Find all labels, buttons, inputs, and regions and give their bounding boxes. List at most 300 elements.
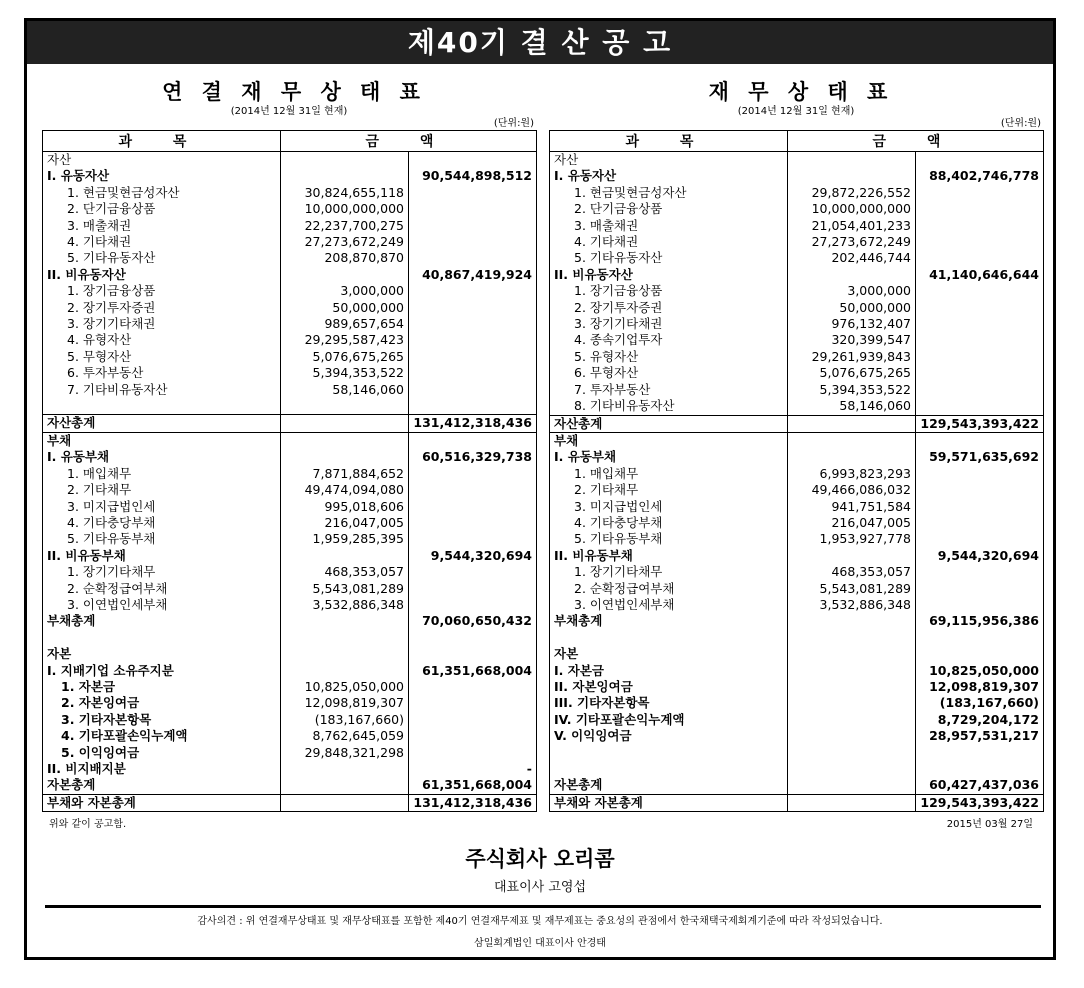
account-cell: 2. 순확정급여부채 [574, 580, 675, 596]
table-row [43, 432, 537, 449]
sub-amount-cell [788, 168, 916, 184]
sub-amount-cell [788, 630, 916, 646]
amount-cell [916, 499, 1044, 515]
sub-amount-cell: 202,446,744 [788, 250, 916, 266]
table-header [550, 131, 1044, 152]
table-row [550, 398, 1044, 415]
header-account: 과 목 [43, 131, 281, 152]
account-cell: 2. 단기금융상품 [67, 201, 156, 217]
table-row [43, 449, 537, 465]
amount-cell: 61,351,668,004 [409, 777, 537, 794]
amount-cell [916, 283, 1044, 299]
sub-amount-cell [281, 415, 409, 432]
sub-amount-cell: 216,047,005 [281, 515, 409, 531]
sub-amount-cell: 7,871,884,652 [281, 466, 409, 482]
sub-amount-cell: 5,543,081,289 [788, 581, 916, 597]
table-row [43, 531, 537, 547]
amount-cell [916, 761, 1044, 777]
table-row [550, 218, 1044, 234]
account-cell: 5. 기타유동자산 [67, 250, 156, 266]
amount-cell: 59,571,635,692 [916, 449, 1044, 465]
table-row [550, 745, 1044, 761]
account-cell: 4. 기타충당부채 [67, 514, 156, 530]
amount-cell [916, 515, 1044, 531]
account-cell: 3. 장기기타채권 [67, 316, 156, 332]
table-row [43, 218, 537, 234]
table-row [43, 201, 537, 217]
table-row [550, 432, 1044, 449]
sub-amount-cell: 6,993,823,293 [788, 466, 916, 482]
sub-amount-cell [788, 663, 916, 679]
table-row [550, 548, 1044, 564]
account-cell: II. 비유동자산 [554, 266, 633, 282]
amount-cell [409, 152, 537, 169]
account-cell: 3. 이연법인세부채 [67, 596, 168, 612]
account-cell: 자본총계 [47, 777, 96, 793]
sub-amount-cell: (183,167,660) [281, 712, 409, 728]
table-row [550, 777, 1044, 794]
amount-cell [409, 432, 537, 449]
account-cell: 4. 유형자산 [67, 332, 132, 348]
account-cell: I. 지배기업 소유주지분 [47, 662, 174, 678]
table-row [550, 466, 1044, 482]
amount-cell [916, 152, 1044, 169]
table-row [550, 679, 1044, 695]
header-amount: 금 액 [281, 131, 537, 152]
header-account: 과 목 [550, 131, 788, 152]
amount-cell [409, 646, 537, 662]
amount-cell [409, 679, 537, 695]
amount-cell: 60,427,437,036 [916, 777, 1044, 794]
account-cell: 자본 [554, 646, 579, 662]
consolidated-title: 연 결 재 무 상 태 표 [162, 80, 426, 104]
amount-cell [409, 515, 537, 531]
sub-amount-cell: 3,000,000 [788, 283, 916, 299]
amount-cell [916, 349, 1044, 365]
sub-amount-cell [788, 646, 916, 662]
table-row [43, 382, 537, 398]
sub-amount-cell [788, 679, 916, 695]
table-row [43, 695, 537, 711]
account-cell: 3. 장기기타채권 [574, 316, 663, 332]
table-row [550, 185, 1044, 201]
amount-cell [409, 564, 537, 580]
amount-cell [409, 398, 537, 415]
amount-cell: 69,115,956,386 [916, 613, 1044, 629]
sub-amount-cell [281, 613, 409, 629]
account-cell: 7. 기타비유동자산 [67, 381, 168, 397]
account-cell: 2. 기타채무 [67, 482, 132, 498]
amount-cell [409, 234, 537, 250]
audit-opinion: 감사의견 : 위 연결재무상태표 및 재무상태표를 포함한 제40기 연결재무제표 및 재무제표는 중요성의 관점에서 한국채택국제회계기준에 따라 작성되었습니다. [197, 916, 883, 927]
table-row [43, 499, 537, 515]
sub-amount-cell [281, 630, 409, 646]
sub-amount-cell: 27,273,672,249 [281, 234, 409, 250]
account-cell: 5. 기타유동부채 [574, 531, 663, 547]
table-row [550, 663, 1044, 679]
auditor-name: 삼일회계법인 대표이사 안경태 [474, 938, 606, 949]
table-row [550, 332, 1044, 348]
amount-cell [916, 398, 1044, 415]
amount-cell [409, 630, 537, 646]
divider [45, 905, 1041, 908]
account-cell: 부채 [47, 432, 72, 448]
notice-title: 제40기 결 산 공 고 [27, 21, 1053, 64]
account-cell: II. 비지배지분 [47, 761, 126, 776]
amount-cell [916, 482, 1044, 498]
amount-cell [916, 365, 1044, 381]
table-row [43, 646, 537, 662]
account-cell: 1. 장기금융상품 [67, 283, 156, 299]
table-row [550, 695, 1044, 711]
sub-amount-cell [788, 267, 916, 283]
account-cell [43, 630, 281, 646]
account-cell: 부채총계 [47, 613, 96, 629]
amount-cell [916, 466, 1044, 482]
sub-amount-cell [788, 794, 916, 811]
amount-cell: 10,825,050,000 [916, 663, 1044, 679]
sub-amount-cell [788, 761, 916, 777]
table-row [550, 761, 1044, 777]
account-cell [550, 630, 788, 646]
account-cell: 3. 매출채권 [67, 217, 132, 233]
amount-cell: 131,412,318,436 [409, 794, 537, 811]
consolidated-table [42, 130, 537, 812]
notice-note: 위와 같이 공고함. [49, 819, 127, 830]
account-cell: 1. 현금및현금성자산 [574, 184, 687, 200]
sub-amount-cell [281, 398, 409, 415]
account-cell: 5. 유형자산 [574, 348, 639, 364]
sub-amount-cell [281, 794, 409, 811]
amount-cell [916, 630, 1044, 646]
sub-amount-cell: 49,474,094,080 [281, 482, 409, 498]
table-row [550, 712, 1044, 728]
amount-cell [409, 712, 537, 728]
sub-amount-cell: 995,018,606 [281, 499, 409, 515]
sub-amount-cell: 29,872,226,552 [788, 185, 916, 201]
table-row [43, 515, 537, 531]
sub-amount-cell: 320,399,547 [788, 332, 916, 348]
table-row [550, 646, 1044, 662]
account-cell: 자산총계 [43, 415, 281, 432]
sub-amount-cell: 27,273,672,249 [788, 234, 916, 250]
account-cell: I. 유동자산 [47, 168, 110, 184]
amount-cell: 12,098,819,307 [916, 679, 1044, 695]
account-cell: 자산 [47, 152, 72, 167]
account-cell: 7. 투자부동산 [574, 381, 651, 397]
table-row [43, 398, 537, 415]
sub-amount-cell [788, 432, 916, 449]
table-row [550, 564, 1044, 580]
company-name: 주식회사 오리콤 [465, 847, 615, 871]
sub-amount-cell: 21,054,401,233 [788, 218, 916, 234]
table-row [550, 201, 1044, 217]
sub-amount-cell [281, 777, 409, 794]
table-row [43, 663, 537, 679]
amount-cell [916, 646, 1044, 662]
table-row [550, 168, 1044, 184]
account-cell: 5. 이익잉여금 [61, 744, 140, 760]
account-cell: III. 기타자본항목 [554, 695, 650, 711]
table-row [43, 679, 537, 695]
account-cell: 3. 이연법인세부채 [574, 596, 675, 612]
sub-amount-cell: 3,532,886,348 [281, 597, 409, 613]
amount-cell [409, 597, 537, 613]
table-row [43, 728, 537, 744]
account-cell: 부채총계 [554, 613, 603, 629]
table-row [550, 152, 1044, 169]
table-row [550, 794, 1044, 811]
account-cell: 8. 기타비유동자산 [574, 398, 675, 414]
account-cell: II. 비유동자산 [47, 266, 126, 282]
amount-cell [916, 201, 1044, 217]
sub-amount-cell: 10,000,000,000 [788, 201, 916, 217]
sub-amount-cell [788, 745, 916, 761]
amount-cell [409, 581, 537, 597]
table-row [43, 794, 537, 811]
table-row [43, 745, 537, 761]
amount-cell [409, 332, 537, 348]
table-row [43, 316, 537, 332]
amount-cell: 9,544,320,694 [409, 548, 537, 564]
account-cell: 2. 단기금융상품 [574, 201, 663, 217]
account-cell: 1. 자본금 [61, 678, 116, 694]
ceo-name: 대표이사 고영섭 [493, 880, 587, 895]
table-row [43, 185, 537, 201]
account-cell: 2. 기타채무 [574, 482, 639, 498]
table-row [43, 548, 537, 564]
consolidated-unit: (단위:원) [493, 118, 534, 129]
amount-cell [916, 581, 1044, 597]
sub-amount-cell: 10,000,000,000 [281, 201, 409, 217]
sub-amount-cell: 941,751,584 [788, 499, 916, 515]
account-cell: 3. 미지급법인세 [67, 498, 156, 514]
sub-amount-cell [281, 449, 409, 465]
amount-cell [409, 316, 537, 332]
amount-cell [409, 466, 537, 482]
sub-amount-cell: 3,000,000 [281, 283, 409, 299]
sub-amount-cell [281, 548, 409, 564]
sub-amount-cell [788, 777, 916, 794]
account-cell: II. 자본잉여금 [554, 678, 633, 694]
table-row [550, 365, 1044, 381]
sub-amount-cell [281, 432, 409, 449]
amount-cell: 129,543,393,422 [916, 794, 1044, 811]
amount-cell [916, 218, 1044, 234]
account-cell: 6. 무형자산 [574, 365, 639, 381]
sub-amount-cell: 3,532,886,348 [788, 597, 916, 613]
table-header [43, 131, 537, 152]
sub-amount-cell: 29,295,587,423 [281, 332, 409, 348]
sub-amount-cell [281, 663, 409, 679]
table-row [43, 415, 537, 432]
amount-cell [409, 695, 537, 711]
table-row [43, 250, 537, 266]
sub-amount-cell: 216,047,005 [788, 515, 916, 531]
sub-amount-cell: 50,000,000 [281, 300, 409, 316]
account-cell: II. 비유동부채 [554, 547, 633, 563]
table-row [550, 415, 1044, 432]
account-cell: 부채 [554, 432, 579, 448]
sub-amount-cell [788, 548, 916, 564]
sub-amount-cell: 1,953,927,778 [788, 531, 916, 547]
sub-amount-cell: 976,132,407 [788, 316, 916, 332]
sub-amount-cell: 58,146,060 [788, 398, 916, 415]
account-cell: 1. 매입채무 [574, 465, 639, 481]
amount-cell: 61,351,668,004 [409, 663, 537, 679]
account-cell: 6. 투자부동산 [67, 365, 144, 381]
account-cell: 4. 기타채권 [67, 234, 132, 250]
sub-amount-cell: 468,353,057 [281, 564, 409, 580]
account-cell: 1. 장기기타채무 [574, 564, 663, 580]
table-row [550, 531, 1044, 547]
amount-cell [916, 432, 1044, 449]
amount-cell [409, 185, 537, 201]
table-row [43, 597, 537, 613]
amount-cell [409, 201, 537, 217]
amount-cell [916, 531, 1044, 547]
account-cell: 자산총계 [550, 415, 788, 432]
table-row [550, 597, 1044, 613]
account-cell: 3. 매출채권 [574, 217, 639, 233]
table-row [43, 613, 537, 629]
consolidated-body [43, 152, 537, 812]
amount-cell: 40,867,419,924 [409, 267, 537, 283]
account-cell: 1. 장기기타채무 [67, 564, 156, 580]
amount-cell: - [409, 761, 537, 777]
table-row [550, 267, 1044, 283]
sub-amount-cell [788, 449, 916, 465]
sub-amount-cell: 10,825,050,000 [281, 679, 409, 695]
sub-amount-cell: 5,394,353,522 [788, 382, 916, 398]
table-row [550, 250, 1044, 266]
table-row [43, 630, 537, 646]
sub-amount-cell: 22,237,700,275 [281, 218, 409, 234]
account-cell: 1. 현금및현금성자산 [67, 184, 180, 200]
account-cell: 자본 [47, 646, 72, 662]
account-cell: V. 이익잉여금 [554, 728, 632, 744]
sub-amount-cell: 50,000,000 [788, 300, 916, 316]
amount-cell: 131,412,318,436 [409, 415, 537, 432]
account-cell [550, 745, 788, 761]
amount-cell [916, 250, 1044, 266]
account-cell: 자산 [554, 152, 579, 167]
account-cell: II. 비유동부채 [47, 547, 126, 563]
amount-cell: 9,544,320,694 [916, 548, 1044, 564]
table-row [43, 564, 537, 580]
account-cell: 3. 미지급법인세 [574, 498, 663, 514]
amount-cell: 70,060,650,432 [409, 613, 537, 629]
table-row [43, 712, 537, 728]
sub-amount-cell: 29,261,939,843 [788, 349, 916, 365]
amount-cell: 41,140,646,644 [916, 267, 1044, 283]
amount-cell [916, 382, 1044, 398]
account-cell: I. 자본금 [554, 662, 604, 678]
table-row [43, 168, 537, 184]
sub-amount-cell [788, 152, 916, 169]
account-cell: 2. 순확정급여부채 [67, 580, 168, 596]
table-row [43, 283, 537, 299]
amount-cell [916, 185, 1044, 201]
separate-unit: (단위:원) [1000, 118, 1041, 129]
account-cell: 자본총계 [554, 777, 603, 793]
table-row [550, 283, 1044, 299]
notice-frame [24, 18, 1056, 960]
amount-cell: (183,167,660) [916, 695, 1044, 711]
account-cell: 1. 장기금융상품 [574, 283, 663, 299]
account-cell: I. 유동부채 [47, 449, 110, 465]
amount-cell [916, 745, 1044, 761]
account-cell: I. 유동자산 [554, 168, 617, 184]
sub-amount-cell [281, 761, 409, 777]
separate-date: (2014년 12월 31일 현재) [737, 106, 855, 117]
account-cell: 5. 무형자산 [67, 348, 132, 364]
table-row [43, 777, 537, 794]
amount-cell: 90,544,898,512 [409, 168, 537, 184]
table-row [550, 613, 1044, 629]
table-row [550, 728, 1044, 744]
sub-amount-cell: 12,098,819,307 [281, 695, 409, 711]
sub-amount-cell: 5,076,675,265 [281, 349, 409, 365]
amount-cell [409, 365, 537, 381]
table-row [550, 449, 1044, 465]
amount-cell [916, 332, 1044, 348]
header-amount: 금 액 [788, 131, 1044, 152]
table-row [550, 316, 1044, 332]
account-cell: 부채와 자본총계 [550, 794, 788, 811]
amount-cell [409, 300, 537, 316]
account-cell: 4. 기타채권 [574, 234, 639, 250]
account-cell: 5. 기타유동자산 [574, 250, 663, 266]
amount-cell [409, 218, 537, 234]
sub-amount-cell [281, 267, 409, 283]
sub-amount-cell [788, 415, 916, 432]
table-row [43, 300, 537, 316]
amount-cell [409, 531, 537, 547]
table-row [550, 234, 1044, 250]
amount-cell [409, 745, 537, 761]
sub-amount-cell [281, 168, 409, 184]
account-cell: 4. 종속기업투자 [574, 332, 663, 348]
table-row [43, 761, 537, 777]
table-row [43, 581, 537, 597]
consolidated-date: (2014년 12월 31일 현재) [230, 106, 348, 117]
account-cell: IV. 기타포괄손익누계액 [554, 711, 685, 727]
table-row [550, 349, 1044, 365]
table-row [43, 365, 537, 381]
sub-amount-cell: 989,657,654 [281, 316, 409, 332]
amount-cell: 60,516,329,738 [409, 449, 537, 465]
sub-amount-cell: 58,146,060 [281, 382, 409, 398]
amount-cell [409, 250, 537, 266]
table-row [550, 630, 1044, 646]
sub-amount-cell [281, 152, 409, 169]
amount-cell [409, 499, 537, 515]
amount-cell [916, 597, 1044, 613]
separate-statement [549, 79, 1043, 812]
amount-cell: 88,402,746,778 [916, 168, 1044, 184]
separate-title: 재 무 상 태 표 [708, 80, 894, 104]
sub-amount-cell [281, 646, 409, 662]
table-row [43, 152, 537, 169]
separate-table [549, 130, 1044, 812]
amount-cell [409, 349, 537, 365]
table-row [43, 234, 537, 250]
sub-amount-cell: 468,353,057 [788, 564, 916, 580]
amount-cell: 129,543,393,422 [916, 415, 1044, 432]
table-row [43, 466, 537, 482]
separate-body [550, 152, 1044, 812]
